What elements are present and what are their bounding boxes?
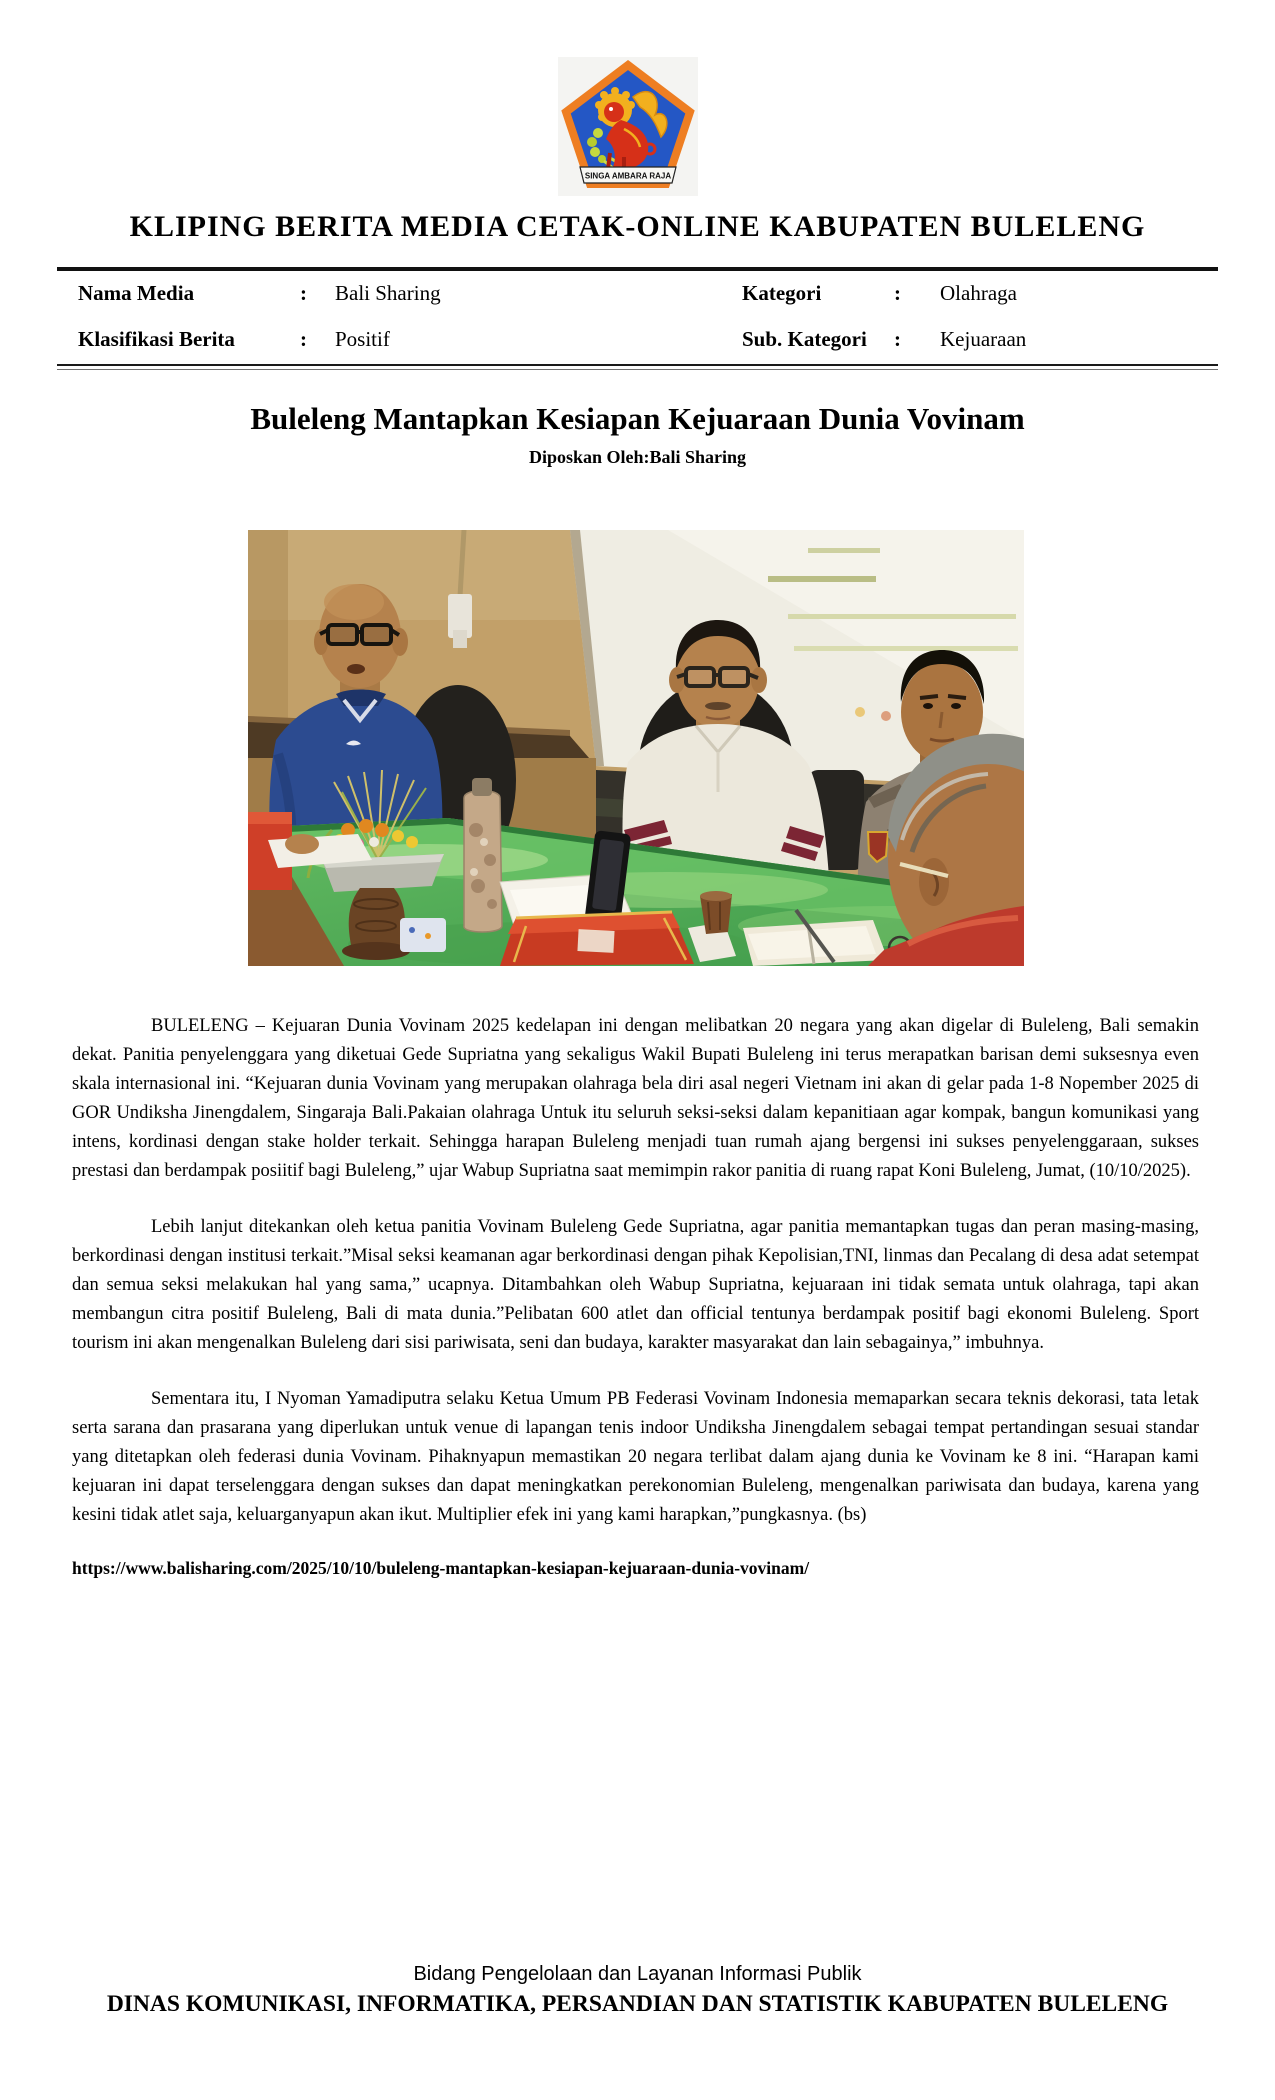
article-paragraph-3: Sementara itu, I Nyoman Yamadiputra selaku Ketua Umum PB Federasi Vovinam Indonesia memaparkan secara teknis dekorasi, tata letak serta sarana dan prasarana yang diperlukan untuk venue di lapangan tenis indoor Undiksha Jinengdalem sebagai tempat pertandingan sesuai standar yang ditetapkan oleh federasi dunia Vovinam. Pihaknyapun memastikan 20 negara terlibat dalam ajang dunia ke Vovinam ke 8 ini. “Harapan kami kejuaran ini dapat terselenggara dengan sukses dan dapat meningkatkan perekonomian Buleleng, mengenalkan pariwisata dan budaya, karena yang kesini tidak atlet saja, keluarganyapun akan ikut. Multiplier efek ini yang kami harapkan,”pungkasnya. (bs) xyxy=(72,1389,1199,1525)
meta-colon: : xyxy=(300,281,307,305)
footer-division: Bidang Pengelolaan dan Layanan Informasi Publik xyxy=(413,1963,862,1985)
buleleng-logo xyxy=(558,57,698,196)
meta-row-1 xyxy=(57,281,1218,327)
meta-table xyxy=(57,281,1218,373)
footer-agency: DINAS KOMUNIKASI, INFORMATIKA, PERSANDIAN DAN STATISTIK KABUPATEN BULELENG xyxy=(106,1991,1169,2017)
singa-ambara-raja-emblem xyxy=(558,57,698,196)
document-title: KLIPING BERITA MEDIA CETAK-ONLINE KABUPATEN BULELENG xyxy=(129,210,1146,243)
meta-divider xyxy=(57,364,1218,370)
meta-value-kategori: Olahraga xyxy=(940,281,1017,305)
meta-colon: : xyxy=(894,281,901,305)
meta-label-kategori: Kategori xyxy=(742,281,822,305)
meta-label-nama-media: Nama Media xyxy=(78,281,195,305)
meta-label-sub-kategori: Sub. Kategori xyxy=(742,327,867,351)
article-title: Buleleng Mantapkan Kesiapan Kejuaraan Dunia Vovinam xyxy=(250,401,1025,436)
article-body xyxy=(72,1012,1199,1579)
header-divider xyxy=(57,267,1218,271)
article-paragraph-2: Lebih lanjut ditekankan oleh ketua panitia Vovinam Buleleng Gede Supriatna, agar panitia memantapkan tugas dan peran masing-masing, berkordinasi dengan institusi terkait.”Misal seksi keamanan agar berkordinasi dengan pihak Kepolisian,TNI, linmas dan Pecalang di desa adat setempat dan semua seksi melakukan hal yang sama,” ucapnya. Ditambahkan oleh Wabup Supriatna, kejuaraan ini tidak semata untuk olahraga, tapi akan membangun citra positif Buleleng, Bali di mata dunia.”Pelibatan 600 atlet dan official tentunya berdampak positif bagi ekonomi Buleleng. Sport tourism ini akan mengenalkan Buleleng dari sisi pariwisata, seni dan budaya, karakter masyarakat dan lain sebagainya,” imbuhnya. xyxy=(72,1217,1199,1353)
page-footer xyxy=(0,1963,1275,2018)
meta-colon: : xyxy=(300,327,307,351)
meeting-photo-illustration xyxy=(248,530,1024,966)
meta-value-sub-kategori: Kejuaraan xyxy=(940,327,1027,351)
meta-colon: : xyxy=(894,327,901,351)
article-byline: Diposkan Oleh:Bali Sharing xyxy=(528,447,747,467)
meta-label-klasifikasi: Klasifikasi Berita xyxy=(78,327,235,351)
source-url: https://www.balisharing.com/2025/10/10/buleleng-mantapkan-kesiapan-kejuaraan-dunia-vovinam/ xyxy=(72,1558,810,1578)
meta-value-nama-media: Bali Sharing xyxy=(335,281,441,305)
logo-banner xyxy=(580,167,676,183)
article-photo xyxy=(248,530,1024,966)
article-paragraph-1: BULELENG – Kejuaran Dunia Vovinam 2025 kedelapan ini dengan melibatkan 20 negara yang akan digelar di Buleleng, Bali semakin dekat. Panitia penyelenggara yang diketuai Gede Supriatna yang sekaligus Wakil Bupati Buleleng ini terus merapatkan barisan demi suksesnya even skala internasional ini. “Kejuaran dunia Vovinam yang merupakan olahraga bela diri asal negeri Vietnam ini akan di gelar pada 1-8 Nopember 2025 di GOR Undiksha Jinengdalem, Singaraja Bali.Pakaian olahraga Untuk itu seluruh seksi-seksi dalam kepanitiaan agar kompak, bangun komunikasi yang intens, kordinasi dengan stake holder terkait. Sehingga harapan Buleleng menjadi tuan rumah ajang bergensi ini sukses penyelenggaraan, sukses prestasi dan berdampak posiitif bagi Buleleng,” ujar Wabup Supriatna saat memimpin rakor panitia di ruang rapat Koni Buleleng, Jumat, (10/10/2025). xyxy=(72,1016,1199,1181)
meta-value-klasifikasi: Positif xyxy=(335,327,390,351)
logo-banner-text: SINGA AMBARA RAJA xyxy=(584,171,672,181)
